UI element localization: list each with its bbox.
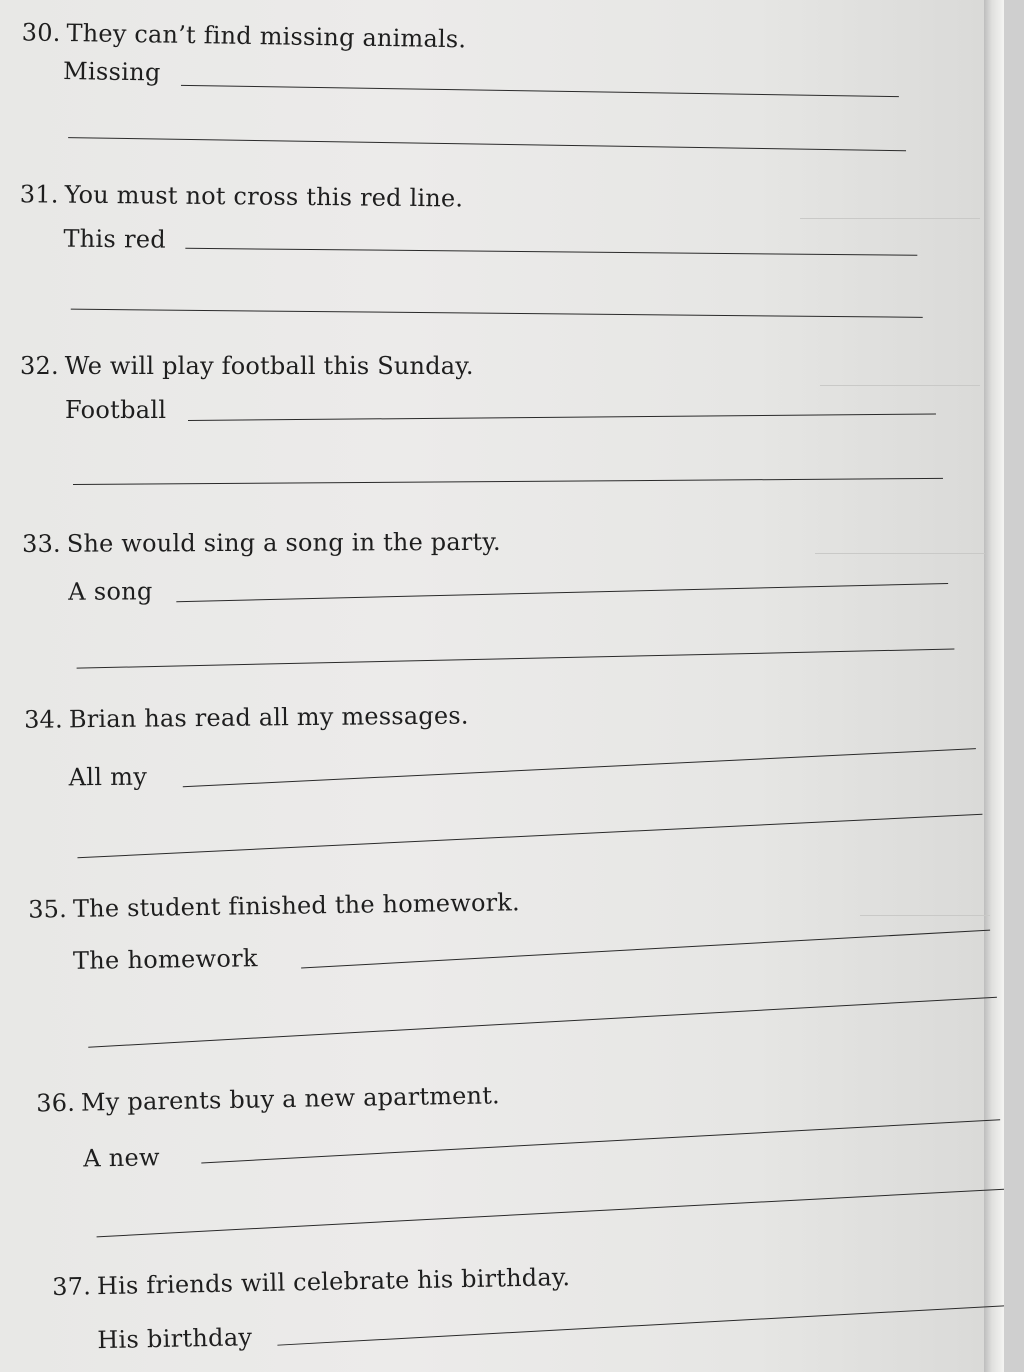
answer-line[interactable] [88,997,997,1048]
exercise-36 [0,1072,1004,1173]
exercise-text: Brian has read all my messages. [68,701,469,734]
exercise-number: 32. [20,352,59,380]
answer-line[interactable] [181,85,899,97]
answer-prompt: A new [82,1143,161,1173]
answer-line[interactable] [176,583,948,602]
exercise-sentence [22,18,467,53]
exercise-text: They can’t find missing animals. [66,19,467,54]
page-edge [984,0,1004,1372]
bleed-through-line [860,915,990,916]
exercise-sentence [22,528,501,558]
answer-prompt: All my [68,762,148,792]
exercise-30 [0,18,1004,87]
answer-line[interactable] [301,930,990,969]
answer-prompt: This red [63,224,167,254]
exercise-sentence [52,1263,570,1301]
exercise-37 [0,1255,1004,1355]
exercise-35 [0,881,1004,975]
exercise-number: 37. [51,1272,92,1301]
answer-line[interactable] [97,1189,1004,1238]
answer-prompt: A song [68,577,153,606]
bleed-through-line [820,385,980,386]
answer-line[interactable] [73,478,943,485]
exercise-sentence [36,1081,500,1117]
answer-prompt: His birthday [97,1323,253,1355]
exercise-number: 30. [21,18,61,47]
exercise-number: 33. [21,529,61,558]
exercise-text: His friends will celebrate his birthday. [96,1263,571,1301]
exercise-number: 36. [35,1088,76,1118]
answer-prompt: Missing [62,57,161,87]
answer-prompt: The homework [72,944,258,975]
answer-line[interactable] [185,248,917,256]
exercise-text: My parents buy a new apartment. [80,1081,501,1117]
answer-line[interactable] [188,413,936,421]
exercise-sentence [20,352,474,380]
exercise-number: 35. [27,895,68,924]
exercise-text: You must not cross this red line. [64,180,464,213]
exercise-34 [0,696,1004,792]
exercise-number: 31. [19,180,59,209]
answer-line[interactable] [77,814,982,858]
exercise-sentence [20,180,464,212]
answer-line[interactable] [183,748,976,787]
exercise-number: 34. [23,705,64,734]
exercise-sentence [28,888,520,923]
bleed-through-line [800,218,980,219]
answer-prompt: Football [65,396,167,424]
answer-line[interactable] [71,309,923,318]
exercise-text: We will play football this Sunday. [64,352,474,380]
answer-line[interactable] [201,1119,1000,1163]
bleed-through-line [815,553,985,554]
exercise-sentence [24,702,469,734]
exercise-33 [0,526,1004,606]
exercise-text: The student finished the homework. [72,888,521,923]
answer-line[interactable] [277,1305,1004,1345]
exercise-31 [0,180,1004,254]
exercise-text: She would sing a song in the party. [66,527,501,558]
answer-line[interactable] [77,649,955,669]
answer-line[interactable] [68,137,906,151]
